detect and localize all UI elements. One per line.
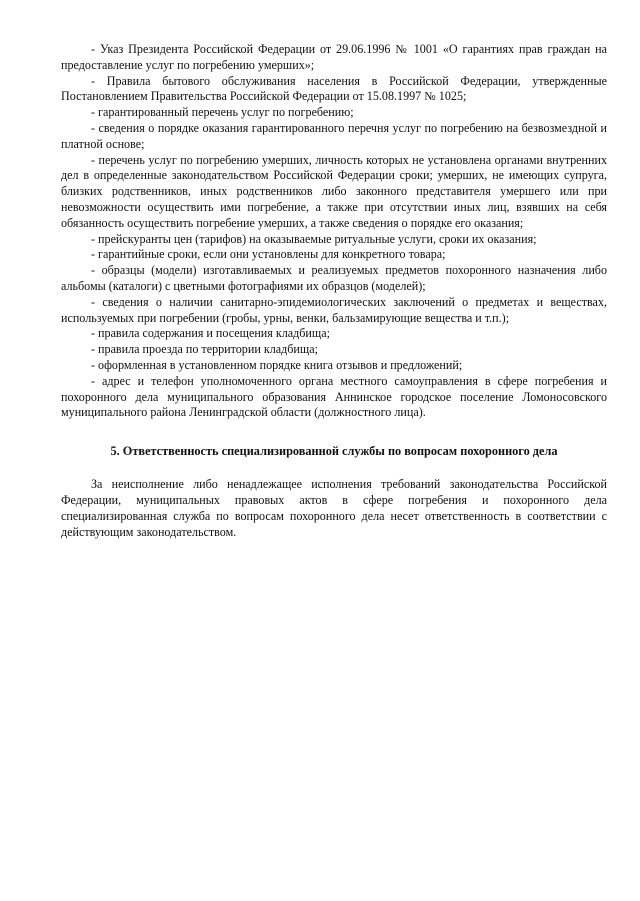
list-item: - перечень услуг по погребению умерших, личность которых не установлена органами внутренних дел в определенные законодательством Российской Федерации сроки; умерших, не имеющих супруга, близких родственников, иных родственников либо законного представителя умершего или при невозможности осуществить ими погребение, а также при отсутствии иных лиц, взявших на себя обязанность осуществить погребение умерших, а также сведения о порядке его оказания; (61, 152, 607, 230)
list-item: - Указ Президента Российской Федерации от 29.06.1996 № 1001 «О гарантиях прав граждан на предоставление услуг по погребению умерших»; (61, 42, 607, 72)
list-item: - сведения о порядке оказания гарантированного перечня услуг по погребению на безвозмездной и платной основе; (61, 120, 607, 151)
list-item: - правила проезда по территории кладбища; (91, 342, 318, 357)
requirements-list (61, 42, 607, 421)
list-item: - прейскуранты цен (тарифов) на оказываемые ритуальные услуги, сроки их оказания; (91, 231, 537, 246)
document-page (61, 42, 607, 540)
list-item: - правила содержания и посещения кладбища; (91, 326, 330, 341)
section-paragraph: За неисполнение либо ненадлежащее исполнения требований законодательства Российской Федерации, муниципальных правовых актов в сфере погребения и похоронного дела специализированная служба по вопросам похоронного дела несет ответственность в соответствии с действующим законодательством. (61, 477, 607, 539)
list-item: - адрес и телефон уполномоченного органа местного самоуправления в сфере погребения и похоронного дела муниципального образования Аннинское городское поселение Ломоносовского муниципального района Ленинградской области (должностного лица). (61, 373, 607, 420)
list-item: - гарантированный перечень услуг по погребению; (91, 105, 354, 120)
section-heading: 5. Ответственность специализированной службы по вопросам похоронного дела (110, 444, 558, 459)
list-item: - сведения о наличии санитарно-эпидемиологических заключений о предметах и веществах, используемых при погребении (гробы, урны, венки, бальзамирующие вещества и т.п.); (61, 294, 607, 325)
list-item: - оформленная в установленном порядке книга отзывов и предложений; (91, 357, 463, 372)
list-item: - гарантийные сроки, если они установлены для конкретного товара; (91, 247, 446, 262)
list-item: - Правила бытового обслуживания населения в Российской Федерации, утвержденные Постановлением Правительства Российской Федерации от 15.08.1997 № 1025; (61, 73, 607, 104)
list-item: - образцы (модели) изготавливаемых и реализуемых предметов похоронного назначения либо альбомы (каталоги) с цветными фотографиями их образцов (моделей); (61, 263, 607, 293)
